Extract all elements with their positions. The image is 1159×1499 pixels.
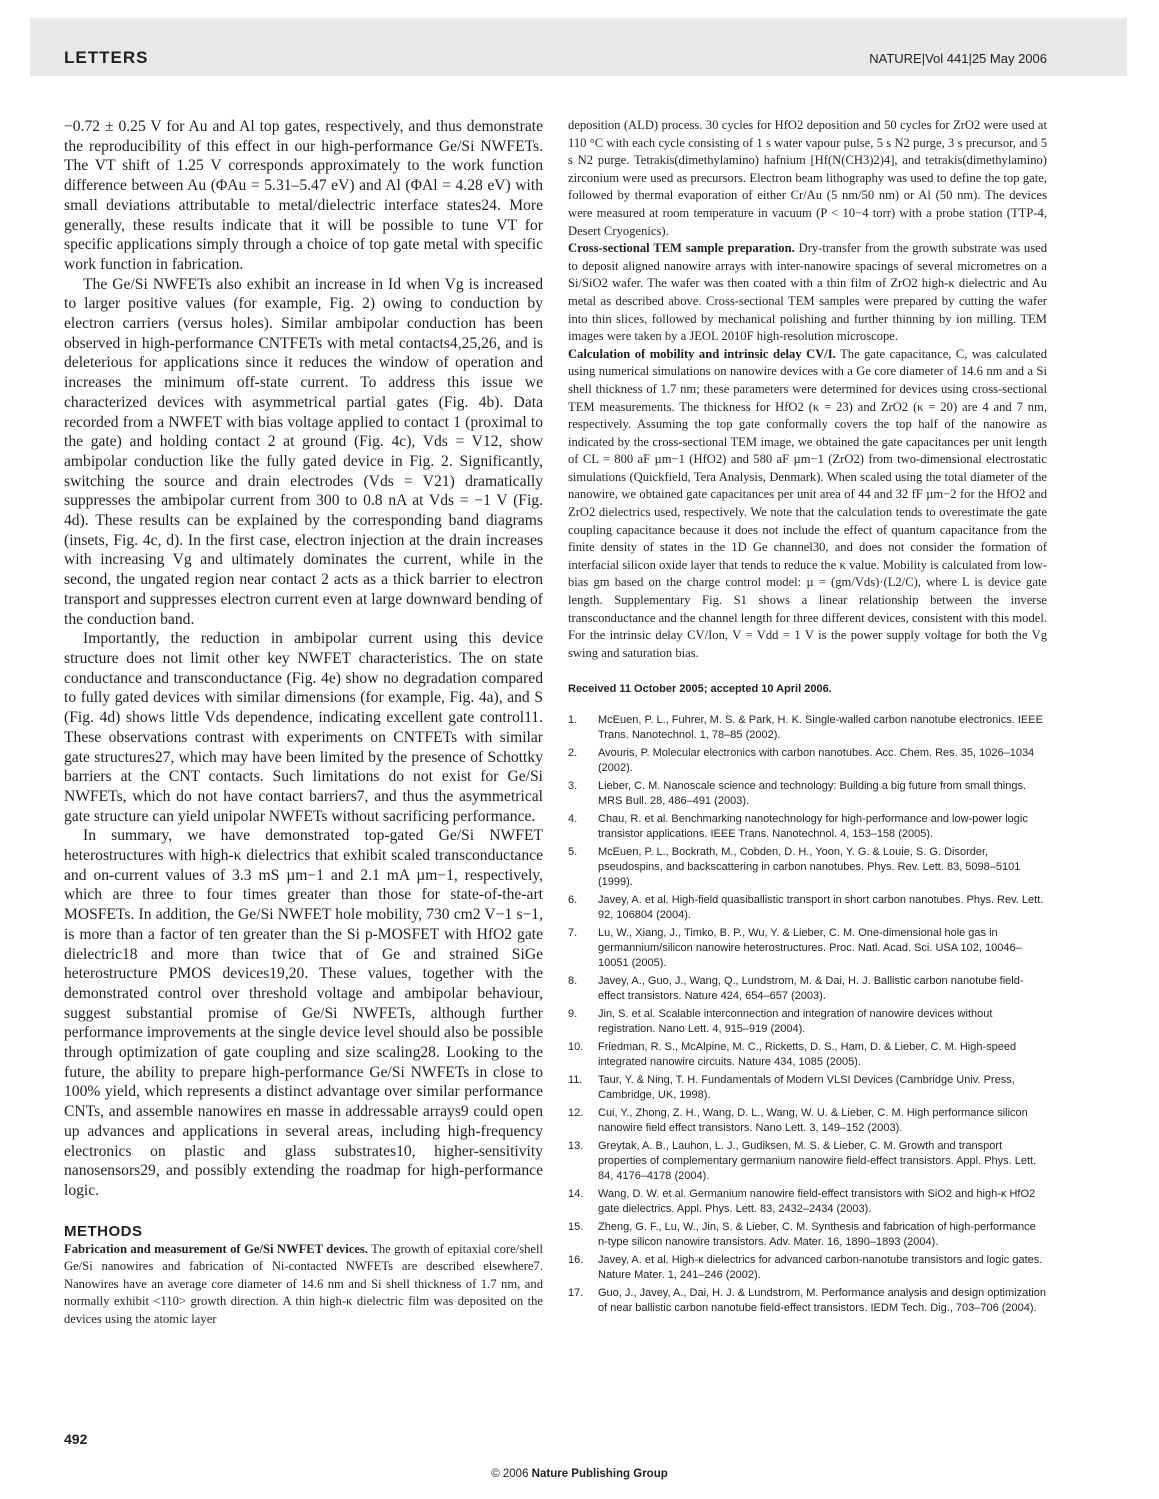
reference-item <box>568 1106 1047 1136</box>
methods-continued-paragraph: deposition (ALD) process. 30 cycles for HfO2 deposition and 50 cycles for ZrO2 were used at 110 °C with each cycle consisting of 1 s water vapour pulse, 5 s N2 purge, 3 s precursor, and 5 s N2 purge. Tetrakis(dimethylamino) hafnium [Hf(N(CH3)2)4], and tetrakis(dimethylamino) zirconium were used as precursors. Electron beam lithography was used to define the top gate, followed by thermal evaporation of either Cr/Au (5 nm/50 nm) or Al (50 nm). The devices were measured at room temperature in vacuum (P < 10−4 torr) with a probe station (TTP-4, Desert Cryogenics). <box>568 118 1047 238</box>
copyright-footer <box>0 1468 1159 1480</box>
reference-number: 10. <box>568 1041 584 1054</box>
reference-text: Javey, A. et al. High-field quasiballistic transport in short carbon nanotubes. Phys. Rev. Lett. 92, 106804 (2004). <box>598 894 1044 922</box>
body-paragraph-1: −0.72 ± 0.25 V for Au and Al top gates, respectively, and thus demonstrate the reproducibility of this effect in our high-performance Ge/Si NWFETs. The VT shift of 1.25 V corresponds approximately to the work function difference between Au (ΦAu = 5.31–5.47 eV) and Al (ΦAl = 4.28 eV) with small deviations attributable to metal/dielectric interface states24. More generally, these results indicate that it will be possible to tune VT for specific applications simply through a choice of top gate metal with specific work function in fabrication. <box>64 118 543 273</box>
reference-item <box>568 812 1047 842</box>
reference-text: Zheng, G. F., Lu, W., Jin, S. & Lieber, C. M. Synthesis and fabrication of high-performance n-type silicon nanowire transistors. Adv. Mater. 16, 1890–1893 (2004). <box>598 1221 1036 1249</box>
reference-text: Guo, J., Javey, A., Dai, H. J. & Lundstrom, M. Performance analysis and design optimization of near ballistic carbon nanotube field-effect transistors. IEDM Tech. Dig., 703–706 (2004). <box>598 1287 1046 1315</box>
section-label: LETTERS <box>64 48 149 67</box>
reference-number: 14. <box>568 1188 584 1201</box>
methods-tem-paragraph <box>568 240 1047 346</box>
reference-number: 12. <box>568 1107 584 1120</box>
reference-item <box>568 779 1047 809</box>
reference-item <box>568 1187 1047 1217</box>
methods-fabrication-text: The growth of epitaxial core/shell Ge/Si nanowires and fabrication of Ni-contacted NWFETs are described elsewhere7. Nanowires have an average core diameter of 14.6 nm and Si shell thickness of 1.7 nm, and normally exhibit <110> growth direction. A thin high-κ dielectric film was deposited on the devices using the atomic layer <box>64 1241 543 1327</box>
right-column <box>568 117 1047 1319</box>
journal-citation: NATURE|Vol 441|25 May 2006 <box>869 51 1047 66</box>
reference-text: Javey, A., Guo, J., Wang, Q., Lundstrom, M. & Dai, H. J. Ballistic carbon nanotube field-effect transistors. Nature 424, 654–657 (2003). <box>598 975 1024 1003</box>
reference-text: Jin, S. et al. Scalable interconnection and integration of nanowire devices without registration. Nano Lett. 4, 915–919 (2004). <box>598 1008 993 1036</box>
left-column <box>64 117 543 1329</box>
reference-text: Javey, A. et al. High-κ dielectrics for advanced carbon-nanotube transistors and logic gates. Nature Mater. 1, 241–246 (2002). <box>598 1254 1043 1282</box>
reference-item <box>568 746 1047 776</box>
reference-item <box>568 1040 1047 1070</box>
header-bar <box>30 18 1127 76</box>
methods-tem-title: Cross-sectional TEM sample preparation. <box>568 241 795 256</box>
reference-number: 8. <box>568 975 578 988</box>
reference-number: 7. <box>568 927 578 940</box>
methods-tem-text: Dry-transfer from the growth substrate was used to deposit aligned nanowire arrays with inter-nanowire spacings of several micrometres on a Si/SiO2 wafer. The wafer was then coated with a thin film of ZrO2 high-κ dielectric and Au metal as described above. Cross-sectional TEM samples were prepared by cutting the wafer into thin slices, followed by mechanical polishing and further thinning by ion milling. TEM images were taken by a JEOL 2010F high-resolution microscope. <box>568 241 1047 344</box>
reference-number: 4. <box>568 813 578 826</box>
reference-number: 13. <box>568 1140 584 1153</box>
reference-text: Wang, D. W. et al. Germanium nanowire field-effect transistors with SiO2 and high-κ HfO2 gate dielectrics. Appl. Phys. Lett. 83, 2432–2434 (2003). <box>598 1188 1036 1216</box>
reference-item <box>568 1286 1047 1316</box>
reference-text: McEuen, P. L., Fuhrer, M. S. & Park, H. K. Single-walled carbon nanotube electronics. IEEE Trans. Nanotechnol. 1, 78–85 (2002). <box>598 714 1043 742</box>
body-paragraph-3: Importantly, the reduction in ambipolar current using this device structure does not limit other key NWFET characteristics. The on state conductance and transconductance (Fig. 4e) show no degradation compared to fully gated devices with similar dimensions (for example, Fig. 4a), and S (Fig. 4d) shows little Vds dependence, indicating excellent gate control11. These observations contrast with experiments on CNTFETs with similar gate structures27, which may have been limited by the presence of Schottky barriers at the CNT contacts. Such limitations do not exist for Ge/Si NWFETs, which do not have contact barriers7, and thus the asymmetrical gate structure can yield unipolar NWFETs without sacrificing performance. <box>64 630 543 825</box>
body-paragraph-2: The Ge/Si NWFETs also exhibit an increase in Id when Vg is increased to larger positive values (for example, Fig. 2) owing to conduction by electron carriers (versus holes). Similar ambipolar conduction has been observed in high-performance CNTFETs with metal contacts4,25,26, and is deleterious for applications since it reduces the window of operation and increases the minimum off-state current. To address this issue we characterized devices with asymmetrical partial gates (Fig. 4b). Data recorded from a NWFET with bias voltage applied to contact 1 (proximal to the gate) and holding contact 2 at ground (Fig. 4c), Vds = V12, show ambipolar conduction like the fully gated device in Fig. 2. Significantly, switching the source and drain electrodes (Vds = V21) dramatically suppresses the ambipolar current from 300 to 0.8 nA at Vds = −1 V (Fig. 4d). These results can be explained by the corresponding band diagrams (insets, Fig. 4c, d). In the first case, electron injection at the drain increases with increasing Vg and ultimately dominates the current, while in the second, the ungated region near contact 2 acts as a thick barrier to electron transport and suppresses electron current even at large downward bending of the conduction band. <box>64 275 543 628</box>
reference-text: Avouris, P. Molecular electronics with carbon nanotubes. Acc. Chem. Res. 35, 1026–1034 (2002). <box>598 747 1035 775</box>
reference-number: 6. <box>568 894 578 907</box>
methods-calculation-text: The gate capacitance, C, was calculated using numerical simulations on nanowire devices with a Ge core diameter of 14.6 nm and a Si shell thickness of 1.7 nm; these parameters were determined for devices using cross-sectional TEM measurements. The thickness for HfO2 (κ = 23) and ZrO2 (κ = 20) are 4 and 7 nm, respectively. Assuming the top gate conformally covers the top half of the nanowire as indicated by the cross-sectional TEM image, we obtained the gate capacitances per unit length of CL = 800 aF µm−1 (HfO2) and 580 aF µm−1 (ZrO2) from two-dimensional electrostatic simulations (Quickfield, Tera Analysis, Denmark). When scaled using the total diameter of the nanowire, we obtained gate capacitances per unit area of 44 and 32 fF µm−2 for the HfO2 and ZrO2 dielectrics used, respectively. We note that the calculation tends to overestimate the gate coupling capacitance because it does not include the effect of quantum capacitance from the finite density of states in the 1D Ge channel30, and does not consider the formation of interfacial silicon oxide layer that tends to reduce the κ value. Mobility is calculated from low-bias gm based on the charge control model: µ = (gm/Vds)·(L2/C), where L is device gate length. Supplementary Fig. S1 shows a linear relationship between the inverse transconductance and the channel length for three different devices, consistent with this model. For the intrinsic delay CV/Ion, V = Vdd = 1 V is the power supply voltage for both the Vg swing and saturation bias. <box>568 346 1047 660</box>
methods-fabrication-title: Fabrication and measurement of Ge/Si NWFET devices. <box>64 1241 368 1256</box>
reference-number: 3. <box>568 780 578 793</box>
reference-number: 2. <box>568 747 578 760</box>
reference-text: Greytak, A. B., Lauhon, L. J., Gudiksen, M. S. & Lieber, C. M. Growth and transport properties of complementary germanium nanowire field-effect transistors. Appl. Phys. Lett. 84, 4176–4178 (2004). <box>598 1140 1037 1183</box>
reference-item <box>568 974 1047 1004</box>
reference-text: McEuen, P. L., Bockrath, M., Cobden, D. H., Yoon, Y. G. & Louie, S. G. Disorder, pseudospins, and backscattering in carbon nanotubes. Phys. Rev. Lett. 83, 5098–5101 (1999). <box>598 846 1021 889</box>
reference-list <box>568 713 1047 1316</box>
reference-item <box>568 713 1047 743</box>
reference-item <box>568 893 1047 923</box>
reference-number: 15. <box>568 1221 584 1234</box>
body-paragraph-4: In summary, we have demonstrated top-gated Ge/Si NWFET heterostructures with high-κ dielectrics that exhibit scaled transconductance and on-current values of 3.3 mS µm−1 and 2.1 mA µm−1, respectively, which are three to four times greater than those for state-of-the-art MOSFETs. In addition, the Ge/Si NWFET hole mobility, 730 cm2 V−1 s−1, is more than a factor of ten greater than the Si p-MOSFET with HfO2 gate dielectric18 and more than twice that of Ge and strained SiGe heterostructure PMOS devices19,20. These values, together with the demonstrated control over threshold voltage and ambipolar behaviour, suggest substantial promise of Ge/Si NWFETs, although further performance improvements at the single device level should also be possible through optimization of gate coupling and size scaling28. Looking to the future, the ability to prepare high-performance Ge/Si NWFETs in close to 100% yield, which represents a distinct advantage over similar performance CNTs, and assemble nanowires en masse in addressable arrays9 could open up advances and applications in several areas, including high-frequency electronics on plastic and glass substrates10, higher-sensitivity nanosensors29, and possibly extending the roadmap for high-performance logic. <box>64 827 543 1199</box>
reference-text: Lu, W., Xiang, J., Timko, B. P., Wu, Y. & Lieber, C. M. One-dimensional hole gas in germannium/silicon nanowire heterostructures. Proc. Natl. Acad. Sci. USA 102, 10046–10051 (2005). <box>598 927 1022 970</box>
reference-number: 11. <box>568 1074 583 1087</box>
reference-text: Lieber, C. M. Nanoscale science and technology: Building a big future from small things. MRS Bull. 28, 486–491 (2003). <box>598 780 1027 808</box>
reference-item <box>568 1007 1047 1037</box>
reference-item <box>568 1139 1047 1184</box>
reference-item <box>568 1073 1047 1103</box>
reference-number: 9. <box>568 1008 578 1021</box>
reference-text: Chau, R. et al. Benchmarking nanotechnology for high-performance and low-power logic transistor applications. IEEE Trans. Nanotechnol. 4, 153–158 (2005). <box>598 813 1028 841</box>
received-dates: Received 11 October 2005; accepted 10 April 2006. <box>568 683 832 696</box>
reference-number: 17. <box>568 1287 584 1300</box>
reference-number: 5. <box>568 846 578 859</box>
page-number: 492 <box>64 1431 88 1447</box>
reference-text: Taur, Y. & Ning, T. H. Fundamentals of Modern VLSI Devices (Cambridge Univ. Press, Cambridge, UK, 1998). <box>598 1074 1015 1102</box>
copyright-year: © 2006 <box>491 1468 532 1480</box>
reference-number: 16. <box>568 1254 584 1267</box>
reference-item <box>568 1253 1047 1283</box>
methods-heading: METHODS <box>64 1222 143 1240</box>
reference-number: 1. <box>568 714 578 727</box>
reference-text: Friedman, R. S., McAlpine, M. C., Ricketts, D. S., Ham, D. & Lieber, C. M. High-speed integrated nanowire circuits. Nature 434, 1085 (2005). <box>598 1041 1017 1069</box>
methods-fabrication-paragraph <box>64 1241 543 1329</box>
reference-text: Cui, Y., Zhong, Z. H., Wang, D. L., Wang, W. U. & Lieber, C. M. High performance silicon nanowire field effect transistors. Nano Lett. 3, 149–152 (2003). <box>598 1107 1028 1135</box>
methods-calculation-title: Calculation of mobility and intrinsic delay CV/I. <box>568 346 836 361</box>
methods-calculation-paragraph <box>568 346 1047 663</box>
publisher-name: Nature Publishing Group <box>531 1468 668 1480</box>
reference-item <box>568 926 1047 971</box>
reference-item <box>568 1220 1047 1250</box>
reference-item <box>568 845 1047 890</box>
